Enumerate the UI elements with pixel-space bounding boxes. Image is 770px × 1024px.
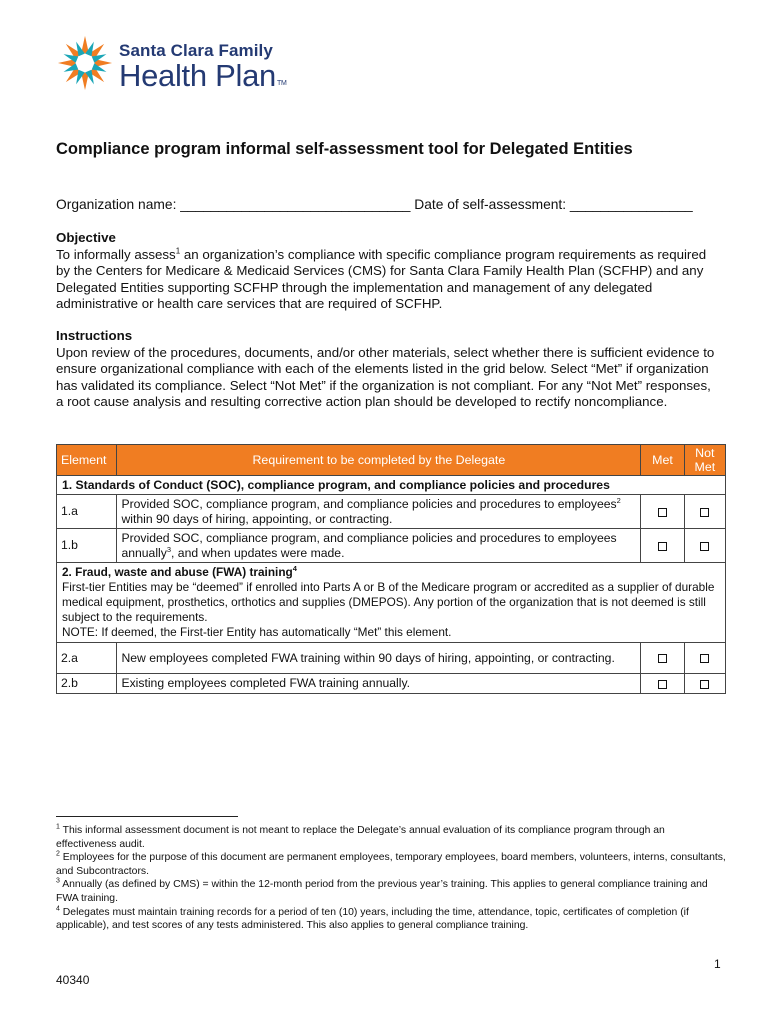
met-checkbox-2b[interactable] xyxy=(641,674,684,694)
footnote-2: $^2$ Employees for the purpose of this document are permanent employees, temporary employees, board members, volunteers, interns, consultants, and Subcontractors. xyxy=(56,850,726,877)
met-checkbox-2a[interactable] xyxy=(641,643,684,674)
table-header-row xyxy=(57,445,726,476)
section-row-2 xyxy=(57,563,726,643)
requirement-1a: Provided SOC, compliance program, and compliance policies and procedures to employees$^2$ within 90 days of hiring, appointing, or contracting. xyxy=(117,495,641,529)
footnotes xyxy=(56,824,726,933)
table-row xyxy=(57,495,726,529)
not-met-checkbox-2a[interactable] xyxy=(684,643,725,674)
section-2-note: NOTE: If deemed, the First-tier Entity has automatically “Met” this element. xyxy=(62,625,452,639)
trademark: TM xyxy=(276,80,287,87)
not-met-checkbox-1a[interactable] xyxy=(684,495,725,529)
table-row xyxy=(57,529,726,563)
header-not-met: Not Met xyxy=(684,445,725,476)
section-2-description: First-tier Entities may be “deemed” if enrolled into Parts A or B of the Medicare program or accredited as a supplier of durable medical equipment, prosthetics, orthotics and supplies (DMEPOS). Any portion of the organization that is not deemed is still subject to the requirements. xyxy=(62,580,715,624)
page-number: 1 xyxy=(714,957,721,971)
footnote-4: $^4$ Delegates must maintain training records for a period of ten (10) years, including the time, attendance, topic, certificates of completion (if applicable), and test scores of any tests administered. This also applies to general compliance training. xyxy=(56,905,689,932)
organization-date-line: Organization name: ______________________________ Date of self-assessment: ________________ xyxy=(56,197,693,212)
not-met-checkbox-2b[interactable] xyxy=(684,674,725,694)
element-1b: 1.b xyxy=(57,529,117,563)
instructions-section xyxy=(56,328,718,411)
header-met: Met xyxy=(641,445,684,476)
instructions-heading: Instructions xyxy=(56,328,133,343)
section-2-block xyxy=(57,563,726,643)
logo-line2: Health Plan™ xyxy=(119,58,287,93)
requirement-1b: Provided SOC, compliance program, and compliance policies and procedures to employees annually$^3$, and when updates were made. xyxy=(117,529,641,563)
met-checkbox-1b[interactable] xyxy=(641,529,684,563)
footnote-3: $^3$ Annually (as defined by CMS) = within the 12-month period from the previous year’s training. This applies to general compliance training and FWA training. xyxy=(56,877,708,904)
element-2a: 2.a xyxy=(57,643,117,674)
logo xyxy=(56,34,306,96)
header-element: Element xyxy=(57,445,117,476)
sunburst-logo-icon xyxy=(56,34,114,92)
objective-heading: Objective xyxy=(56,230,116,245)
table-row xyxy=(57,643,726,674)
element-2b: 2.b xyxy=(57,674,117,694)
met-checkbox-1a[interactable] xyxy=(641,495,684,529)
requirement-2a: New employees completed FWA training within 90 days of hiring, appointing, or contracting. xyxy=(117,643,641,674)
section-1-title: 1. Standards of Conduct (SOC), compliance program, and compliance policies and procedures xyxy=(57,476,726,495)
table-row xyxy=(57,674,726,694)
footnote-divider xyxy=(56,816,238,817)
document-code: 40340 xyxy=(56,973,90,987)
section-row-1 xyxy=(57,476,726,495)
objective-text: To informally assess$^1$ an organization’s compliance with specific compliance program requirements as required by the Centers for Medicare & Medicaid Services (CMS) for Santa Clara Family Health Plan (SCFHP) and any Delegated Entities supporting SCFHP through the implementation and management of any delegated administrative or health care services that are required of SCFHP. xyxy=(56,246,707,312)
footnote-1: $^1$ This informal assessment document is not meant to replace the Delegate’s annual evaluation of its compliance program through an effectiveness audit. xyxy=(56,823,665,850)
objective-section xyxy=(56,230,718,313)
page-title: Compliance program informal self-assessment tool for Delegated Entities xyxy=(56,140,633,158)
section-2-title: 2. Fraud, waste and abuse (FWA) training$^4$ xyxy=(62,564,297,579)
instructions-text: Upon review of the procedures, documents, and/or other materials, select whether there is sufficient evidence to ensure organizational compliance with each of the elements listed in the grid below. Select “Met” if organization has validated its compliance. Select “Not Met” if the organization is not compliant. For any “Not Met” responses, a root cause analysis and resulting corrective action plan should be developed to rectify noncompliance. xyxy=(56,344,715,410)
header-requirement: Requirement to be completed by the Delegate xyxy=(117,445,641,476)
element-1a: 1.a xyxy=(57,495,117,529)
requirement-2b: Existing employees completed FWA training annually. xyxy=(117,674,641,694)
logo-line1: Santa Clara Family xyxy=(119,41,273,60)
assessment-table xyxy=(56,444,726,694)
not-met-checkbox-1b[interactable] xyxy=(684,529,725,563)
